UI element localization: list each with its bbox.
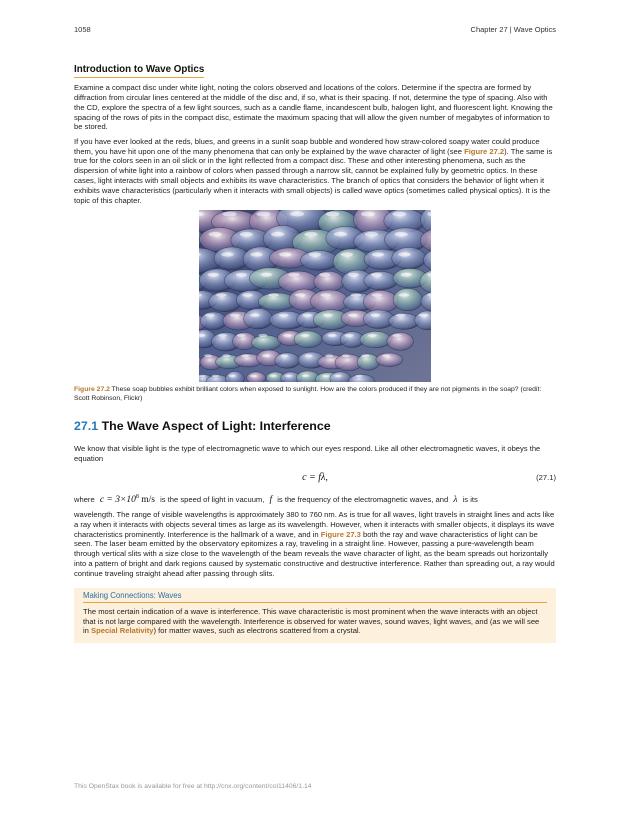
soap-bubbles-photo bbox=[199, 210, 431, 382]
intro-paragraph-1: Examine a compact disc under white light, noting the colors observed and locations of the colors. Determine if the spectra are formed by diffraction from circular lines centered at the middle of the disc and, if so, what is their spacing. If not, determine the type of spacing. Also with the CD, explore the spectra of a few light sources, such as a candle flame, incandescent bulb, halogen light, and fluorescent light. Knowing the spacing of the rows of pits in the compact disc, estimate the maximum spacing that will allow the given number of megabytes of information to be stored. bbox=[74, 83, 553, 132]
chapter-title: Chapter 27 | Wave Optics bbox=[470, 25, 556, 34]
section-paragraph-2: wavelength. The range of visible wavelengths is approximately 380 to 760 nm. As is true for all waves, light travels in straight lines and acts like a ray when it interacts with objects several times as large as its wavelength. However, when it interacts with smaller objects, it displays its wave characteristics prominently. Interference is the hallmark of a wave, and in Figure 27.3 both the ray and wave characteristics of light can be seen. The laser beam emitted by the observatory epitomizes a ray, traveling in a straight line. However, passing a pure-wavelength beam through vertical slits with a size close to the wavelength of the beam reveals the wave character of light, as the beam spreads out horizontally into a pattern of bright and dark regions caused by systematic constructive and destructive interference. Rather than spreading out, a ray would continue traveling straight ahead after passing through slits. bbox=[74, 509, 555, 578]
section-number: 27.1 bbox=[74, 419, 99, 434]
section-title: 27.1 The Wave Aspect of Light: Interference bbox=[74, 419, 331, 434]
page-footer: This OpenStax book is available for free at http://cnx.org/content/col11406/1.14 bbox=[74, 783, 312, 790]
frequency-symbol: f bbox=[269, 494, 273, 505]
wavelength-symbol: λ bbox=[453, 494, 458, 505]
intro-title: Introduction to Wave Optics bbox=[74, 64, 204, 78]
page-header bbox=[74, 25, 556, 37]
making-connections-box bbox=[74, 588, 556, 644]
equation-definitions: where $c = 3\times 10^8$ m/s is the speed of light in vacuum, f is the frequency of the electromagnetic waves, and λ is its bbox=[74, 493, 478, 505]
equation: c = fλ, bbox=[302, 471, 328, 483]
section-paragraph-1: We know that visible light is the type of electromagnetic wave to which our eyes respond. Like all other electromagnetic waves, it obeys the equation bbox=[74, 444, 541, 464]
callout-text: The most certain indication of a wave is interference. This wave characteristic is most prominent when the wave interacts with an object that is not large compared with the wavelength. Interference is observed for water waves, sound waves, light waves, and (as we will see in Special Relativity) for matter waves, such as electrons scattered from a crystal. bbox=[83, 606, 540, 636]
callout-title: Making Connections: Waves bbox=[83, 591, 547, 603]
speed-of-light-expression: $c = 3\times 10^8$ m/s bbox=[99, 493, 155, 505]
intro-paragraph-2: If you have ever looked at the reds, blues, and greens in a sunlit soap bubble and wondered how straw-colored soapy water could produce them, you have hit upon one of the many phenomena that can only be explained by the wave character of light (see Figure 27.2). The same is true for the colors seen in an oil slick or in the light reflected from a compact disc. These and other interesting phenomena, such as the dispersion of white light into a rainbow of colors when passed through a narrow slit, cannot be explained fully by geometric optics. In these cases, light interacts with small objects and exhibits its wave characteristics. The branch of optics that considers the behavior of light when it exhibits wave characteristics (particularly when it interacts with small objects) is called wave optics (sometimes called physical optics). It is the topic of this chapter. bbox=[74, 136, 553, 205]
page-content bbox=[74, 59, 556, 643]
page-number: 1058 bbox=[74, 25, 91, 34]
soap-bubbles-image bbox=[199, 210, 431, 382]
figure-27-2-link[interactable]: Figure 27.2 bbox=[464, 146, 505, 156]
equation-number: (27.1) bbox=[536, 472, 556, 482]
figure-caption: Figure 27.2 These soap bubbles exhibit brilliant colors when exposed to sunlight. How are the colors produced if they are not pigments in the soap? (credit: Scott Robinson, Flickr) bbox=[74, 386, 542, 402]
equation-27-1 bbox=[74, 469, 556, 489]
special-relativity-link[interactable]: Special Relativity bbox=[91, 626, 154, 636]
figure-27-3-link[interactable]: Figure 27.3 bbox=[320, 529, 361, 539]
figure-label: Figure 27.2 bbox=[74, 386, 110, 394]
